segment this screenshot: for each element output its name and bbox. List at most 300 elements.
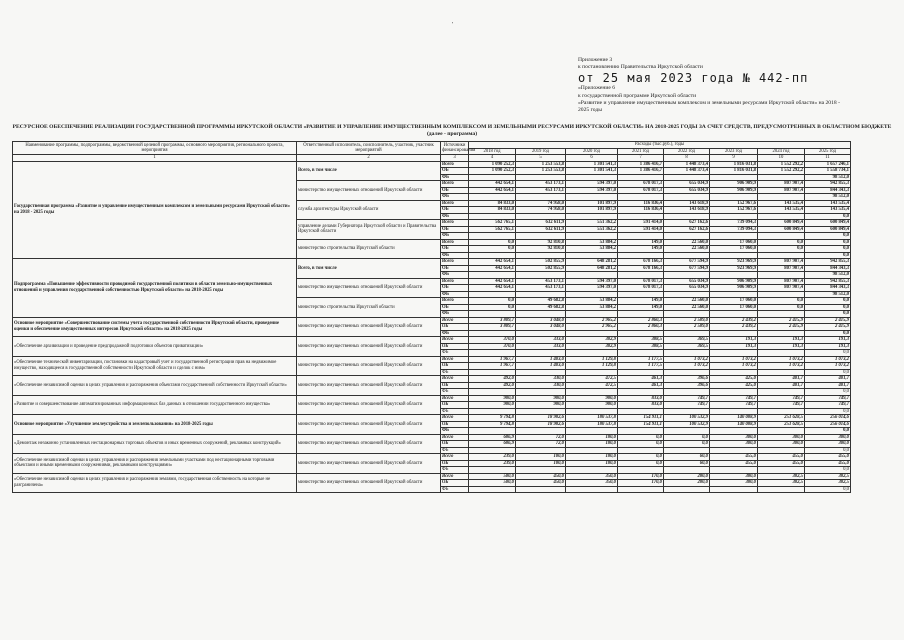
amount-cell: 1 090 252,3 xyxy=(469,161,516,168)
amount-cell: 300,0 xyxy=(805,434,851,441)
amount-cell: 942 855,3 xyxy=(805,278,851,285)
amount-cell: 942 855,3 xyxy=(805,259,851,266)
source-cell: Всего xyxy=(441,278,469,285)
amount-cell: 0,0 xyxy=(805,447,851,454)
source-cell: ОБ xyxy=(441,441,469,448)
amount-cell: 739 094,3 xyxy=(710,220,758,227)
amount-cell: 0,0 xyxy=(805,239,851,246)
column-number: 5 xyxy=(516,155,566,162)
amount-cell: 143 535,4 xyxy=(758,200,805,207)
source-cell: ОБ xyxy=(441,226,469,233)
amount-cell: 380,0 xyxy=(710,480,758,487)
amount-cell: 143 535,4 xyxy=(758,207,805,214)
executor-cell: Всего, в том числе xyxy=(297,259,441,279)
source-cell: ФБ xyxy=(441,330,469,337)
amount-cell: 239,0 xyxy=(469,460,516,467)
amount-cell: 0,0 xyxy=(805,252,851,259)
amount-cell: 833,0 xyxy=(618,395,664,402)
executor-cell: министерство имущественных отношений Иркутской области xyxy=(297,473,441,493)
program-name-cell: Подпрограмма «Повышение эффективности проводимой государственной политики в области земельно-имущественных отношений и управления государственной собственностью Иркутской области» на 2018-2025 годы xyxy=(13,259,297,318)
amount-cell: 648 281,2 xyxy=(566,259,618,266)
amount-cell: 382,5 xyxy=(805,473,851,480)
amount-cell: 1 090 252,3 xyxy=(469,168,516,175)
amount-cell: 0,0 xyxy=(805,330,851,337)
amount-cell: 152 967,6 xyxy=(710,200,758,207)
amount-cell xyxy=(758,486,805,493)
amount-cell: 1 073,2 xyxy=(805,363,851,370)
amount-cell: 382,5 xyxy=(758,473,805,480)
amount-cell: 0,0 xyxy=(805,213,851,220)
executor-cell: министерство имущественных отношений Иркутской области xyxy=(297,181,441,201)
amount-cell: 980,0 xyxy=(469,402,516,409)
amount-cell: 0,0 xyxy=(805,246,851,253)
source-cell: Всего xyxy=(441,415,469,422)
amount-cell: 678 017,3 xyxy=(618,278,664,285)
amount-cell: 0,0 xyxy=(618,441,664,448)
amount-cell: 833,0 xyxy=(618,402,664,409)
executor-cell: управление делами Губернатора Иркутской области и Правительства Иркутской области xyxy=(297,220,441,240)
amount-cell: 980,0 xyxy=(566,402,618,409)
amount-cell: 17 060,0 xyxy=(710,246,758,253)
amount-cell: 980,0 xyxy=(566,395,618,402)
amount-cell: 74 958,0 xyxy=(516,207,566,214)
amount-cell: 980,0 xyxy=(469,395,516,402)
amount-cell: 3 809,7 xyxy=(469,317,516,324)
amount-cell: 333,0 xyxy=(516,343,566,350)
source-cell: ОБ xyxy=(441,207,469,214)
amount-cell: 632 611,9 xyxy=(516,220,566,227)
amount-cell: 0,0 xyxy=(469,304,516,311)
amount-cell: 191,3 xyxy=(805,337,851,344)
amount-cell: 1 301 541,3 xyxy=(566,168,618,175)
amount-cell: 143 535,4 xyxy=(805,207,851,214)
source-cell: ОБ xyxy=(441,402,469,409)
amount-cell: 461,3 xyxy=(618,382,664,389)
amount-cell: 627 162,6 xyxy=(664,220,710,227)
amount-cell: 749,7 xyxy=(664,402,710,409)
amount-cell: 101 897,9 xyxy=(566,207,618,214)
program-name-cell: «Демонтаж незаконно установленных нестационарных торговых объектов и иных временных сооружений, рекламных конструкций» xyxy=(13,434,297,454)
amount-cell: 180 537,8 xyxy=(566,421,618,428)
source-cell: ФБ xyxy=(441,213,469,220)
amount-cell: 0,0 xyxy=(469,239,516,246)
program-name-cell: Основное мероприятие «Совершенствование системы учета государственной собственности Иркутской области, проведение оценки и обеспечение имущественных интересов Иркутской области» на 2018-2025 годы xyxy=(13,317,297,337)
amount-cell: 380,0 xyxy=(710,473,758,480)
amount-cell: 0,0 xyxy=(618,460,664,467)
source-cell: Всего xyxy=(441,259,469,266)
appendix-block xyxy=(578,57,878,114)
header-name: Наименование программы, подпрограммы, ведомственной целевой программы, основного мероприятия, регионального проекта, мероприятия xyxy=(13,142,297,155)
header-year: 2025 год xyxy=(805,148,851,155)
amount-cell: 149,0 xyxy=(618,304,664,311)
program-name-cell: «Обеспечение независимой оценки в целях управления и распоряжения землями, государственная собственность на которые не разграничена» xyxy=(13,473,297,493)
appendix-line: «Приложение 6 xyxy=(578,85,616,92)
source-cell: Всего xyxy=(441,161,469,168)
amount-cell: 401,7 xyxy=(758,382,805,389)
amount-cell: 0,0 xyxy=(805,350,851,357)
amount-cell: 472,5 xyxy=(566,376,618,383)
header-source: Источники финансирования xyxy=(442,142,476,153)
source-cell: ФБ xyxy=(441,447,469,454)
source-cell: ОБ xyxy=(441,363,469,370)
amount-cell: 500,0 xyxy=(469,480,516,487)
amount-cell: 627 162,6 xyxy=(664,226,710,233)
amount-cell: 300,0 xyxy=(758,441,805,448)
amount-cell: 98 512,0 xyxy=(805,174,851,181)
amount-cell: 22 560,0 xyxy=(664,298,710,305)
amount-cell: 280,0 xyxy=(664,473,710,480)
executor-cell: министерство имущественных отношений Иркутской области xyxy=(297,337,441,357)
amount-cell: 1 657 246,1 xyxy=(805,161,851,168)
amount-cell: 49 682,8 xyxy=(516,298,566,305)
amount-cell: 239,0 xyxy=(469,454,516,461)
amount-cell: 655 034,9 xyxy=(664,278,710,285)
amount-cell: 18 982,6 xyxy=(516,415,566,422)
amount-cell: 149,0 xyxy=(618,298,664,305)
amount-cell: 2 415,9 xyxy=(805,317,851,324)
source-cell: Всего xyxy=(441,220,469,227)
source-cell: ОБ xyxy=(441,480,469,487)
amount-cell: 191,3 xyxy=(758,343,805,350)
amount-cell: 72,0 xyxy=(516,441,566,448)
column-number: 7 xyxy=(618,155,664,162)
header-year: 2024 год xyxy=(758,148,805,155)
amount-cell xyxy=(710,486,758,493)
header-year: 2018 год xyxy=(469,148,516,155)
amount-cell: 678 017,3 xyxy=(618,181,664,188)
amount-cell: 140 088,9 xyxy=(710,415,758,422)
amount-cell: 749,7 xyxy=(805,395,851,402)
amount-cell: 0,0 xyxy=(618,454,664,461)
column-number: 8 xyxy=(664,155,710,162)
amount-cell: 461,3 xyxy=(618,376,664,383)
amount-cell: 807 907,4 xyxy=(758,259,805,266)
amount-cell: 396,6 xyxy=(664,382,710,389)
amount-cell: 648 281,2 xyxy=(566,265,618,272)
amount-cell: 370,0 xyxy=(469,343,516,350)
source-cell: Всего xyxy=(441,395,469,402)
amount-cell: 678 166,3 xyxy=(618,265,664,272)
column-number: 9 xyxy=(710,155,758,162)
source-cell: Всего xyxy=(441,356,469,363)
amount-cell: 980,0 xyxy=(516,402,566,409)
executor-cell: служба архитектуры Иркутской области xyxy=(297,200,441,220)
amount-cell: 632 611,9 xyxy=(516,226,566,233)
source-cell: ФБ xyxy=(441,311,469,318)
amount-cell: 739 094,3 xyxy=(710,226,758,233)
amount-cell: 906 909,9 xyxy=(710,181,758,188)
amount-cell: 98 512,0 xyxy=(805,291,851,298)
amount-cell: 170,0 xyxy=(618,473,664,480)
amount-cell: 1 073,2 xyxy=(710,356,758,363)
amount-cell: 1 073,2 xyxy=(805,356,851,363)
amount-cell: 1 558 734,1 xyxy=(805,168,851,175)
amount-cell: 677 594,9 xyxy=(664,265,710,272)
source-cell: Всего xyxy=(441,337,469,344)
amount-cell: 100 532,9 xyxy=(664,421,710,428)
executor-cell: министерство имущественных отношений Иркутской области xyxy=(297,278,441,298)
source-cell: Всего xyxy=(441,473,469,480)
amount-cell: 330,0 xyxy=(516,376,566,383)
source-cell: Всего xyxy=(441,181,469,188)
amount-cell: 100,0 xyxy=(516,460,566,467)
amount-cell xyxy=(516,486,566,493)
amount-cell: 1 253 553,8 xyxy=(516,168,566,175)
source-cell: Всего xyxy=(441,434,469,441)
source-cell: Всего xyxy=(441,454,469,461)
amount-cell: 101 897,9 xyxy=(566,200,618,207)
amount-cell: 1 386 416,7 xyxy=(618,161,664,168)
source-cell: ОБ xyxy=(441,187,469,194)
amount-cell: 300,0 xyxy=(710,441,758,448)
amount-cell: 191,3 xyxy=(805,343,851,350)
amount-cell: 655 034,9 xyxy=(664,181,710,188)
amount-cell: 923 969,9 xyxy=(710,259,758,266)
source-cell: ОБ xyxy=(441,382,469,389)
executor-cell: министерство имущественных отношений Иркутской области xyxy=(297,434,441,454)
amount-cell: 9 794,8 xyxy=(469,415,516,422)
appendix-line: «Развитие и управление имущественным комплексом и земельными ресурсами Иркутской области» на 2018 - xyxy=(578,99,840,106)
amount-cell: 600 849,4 xyxy=(758,226,805,233)
amount-cell: 749,7 xyxy=(664,395,710,402)
amount-cell: 100 532,9 xyxy=(664,415,710,422)
amount-cell: 60,0 xyxy=(664,460,710,467)
amount-cell: 492,0 xyxy=(469,382,516,389)
amount-cell: 149,0 xyxy=(618,239,664,246)
source-cell: ОБ xyxy=(441,246,469,253)
amount-cell: 9 794,8 xyxy=(469,421,516,428)
amount-cell: 749,7 xyxy=(710,402,758,409)
amount-cell: 455,0 xyxy=(758,460,805,467)
amount-cell: 98 512,0 xyxy=(805,272,851,279)
source-cell: ОБ xyxy=(441,304,469,311)
amount-cell: 678 017,3 xyxy=(618,285,664,292)
source-cell: ФБ xyxy=(441,174,469,181)
appendix-line: к постановлению Правительства Иркутской области xyxy=(578,64,703,71)
amount-cell: 0,0 xyxy=(805,389,851,396)
amount-cell: 2 415,9 xyxy=(758,324,805,331)
source-cell: ФБ xyxy=(441,369,469,376)
document-title: РЕСУРСНОЕ ОБЕСПЕЧЕНИЕ РЕАЛИЗАЦИИ ГОСУДАРСТВЕННОЙ ПРОГРАММЫ ИРКУТСКОЙ ОБЛАСТИ «РАЗВИТИЕ И УПРАВЛЕНИЕ ИМУЩЕСТВЕННЫМ КОМПЛЕКСОМ И ЗЕМЕЛЬНЫМИ РЕСУРСАМИ ИРКУТСКОЙ ОБЛАСТИ» НА 2018-2025 ГОДЫ ЗА СЧЕТ СРЕДСТВ, ПРЕДУСМОТРЕННЫХ В ОБЛАСТНОМ БЮДЖЕТЕ (далее - программа) xyxy=(12,124,892,137)
amount-cell: 116 836,4 xyxy=(618,207,664,214)
amount-cell xyxy=(469,486,516,493)
amount-cell: 84 833,0 xyxy=(469,200,516,207)
amount-cell: 591 414,0 xyxy=(618,220,664,227)
amount-cell: 562 765,1 xyxy=(469,226,516,233)
amount-cell: 1 073,2 xyxy=(664,356,710,363)
source-cell: ФБ xyxy=(441,486,469,493)
amount-cell: 425,0 xyxy=(710,376,758,383)
amount-cell: 442 654,1 xyxy=(469,265,516,272)
amount-cell: 562 765,1 xyxy=(469,220,516,227)
amount-cell: 191,3 xyxy=(710,343,758,350)
program-name-cell: «Обеспечение независимой оценки в целях управления и распоряжения земельными участками под нестационарными торговыми объектами и иными временными сооружениями, рекламными конструкциями» xyxy=(13,454,297,474)
amount-cell: 1 967,7 xyxy=(469,356,516,363)
amount-cell: 686,9 xyxy=(469,434,516,441)
amount-cell: 369,5 xyxy=(664,337,710,344)
executor-cell: министерство имущественных отношений Иркутской области xyxy=(297,317,441,337)
amount-cell: 3 809,7 xyxy=(469,324,516,331)
source-cell: ФБ xyxy=(441,233,469,240)
amount-cell: 980,0 xyxy=(516,395,566,402)
source-cell: Всего xyxy=(441,200,469,207)
amount-cell: 300,0 xyxy=(805,441,851,448)
source-cell: ОБ xyxy=(441,343,469,350)
program-name-cell: «Обеспечение технической инвентаризации, постановки на кадастровый учет и государственной регистрации прав на недвижимое имущество, находящееся в государственной собственности Иркутской области и сделок с ним» xyxy=(13,356,297,376)
amount-cell: 844 343,3 xyxy=(805,187,851,194)
amount-cell: 1 253 553,8 xyxy=(516,161,566,168)
amount-cell: 60,0 xyxy=(664,454,710,461)
source-cell: ОБ xyxy=(441,265,469,272)
amount-cell: 18 982,6 xyxy=(516,421,566,428)
amount-cell: 98 512,0 xyxy=(805,194,851,201)
amount-cell: 396,6 xyxy=(664,376,710,383)
amount-cell: 72,0 xyxy=(516,434,566,441)
column-number: 4 xyxy=(469,155,516,162)
source-cell: ФБ xyxy=(441,272,469,279)
source-cell: ОБ xyxy=(441,285,469,292)
amount-cell: 154 911,1 xyxy=(618,415,664,422)
amount-cell: 170,0 xyxy=(618,480,664,487)
executor-cell: министерство имущественных отношений Иркутской области xyxy=(297,376,441,396)
amount-cell: 180,0 xyxy=(566,434,618,441)
amount-cell: 17 060,0 xyxy=(710,304,758,311)
amount-cell: 256 014,6 xyxy=(805,421,851,428)
amount-cell: 49 682,8 xyxy=(516,304,566,311)
amount-cell: 0,0 xyxy=(805,311,851,318)
amount-cell: 1 129,8 xyxy=(566,363,618,370)
amount-cell: 74 958,0 xyxy=(516,200,566,207)
amount-cell: 53 884,2 xyxy=(566,239,618,246)
source-cell: ФБ xyxy=(441,350,469,357)
amount-cell: 472,5 xyxy=(566,382,618,389)
amount-cell: 1 816 031,8 xyxy=(710,161,758,168)
amount-cell: 0,0 xyxy=(469,298,516,305)
source-cell: ФБ xyxy=(441,291,469,298)
source-cell: ФБ xyxy=(441,252,469,259)
amount-cell: 53 884,2 xyxy=(566,246,618,253)
amount-cell: 455,0 xyxy=(710,460,758,467)
column-number: 2 xyxy=(297,155,441,162)
amount-cell: 844 343,3 xyxy=(805,265,851,272)
amount-cell: 1 177,5 xyxy=(618,363,664,370)
amount-cell: 442 654,1 xyxy=(469,181,516,188)
amount-cell: 401,7 xyxy=(758,376,805,383)
amount-cell: 2 965,2 xyxy=(566,317,618,324)
amount-cell: 143 535,4 xyxy=(805,200,851,207)
executor-cell: Всего, в том числе xyxy=(297,161,441,181)
amount-cell: 2 860,3 xyxy=(618,324,664,331)
amount-cell: 2 860,3 xyxy=(618,317,664,324)
header-year: 2022 год xyxy=(664,148,710,155)
column-number: 3 xyxy=(441,155,469,162)
amount-cell: 455,0 xyxy=(805,454,851,461)
amount-cell: 1 073,2 xyxy=(758,363,805,370)
source-cell: ФБ xyxy=(441,389,469,396)
amount-cell: 401,7 xyxy=(805,382,851,389)
amount-cell: 92 810,8 xyxy=(516,239,566,246)
appendix-line: к государственной программе Иркутской области xyxy=(578,92,697,99)
amount-cell: 749,7 xyxy=(805,402,851,409)
amount-cell: 22 560,0 xyxy=(664,239,710,246)
amount-cell: 442 654,1 xyxy=(469,278,516,285)
amount-cell: 594 397,0 xyxy=(566,278,618,285)
amount-cell: 2 589,0 xyxy=(664,324,710,331)
amount-cell: 143 618,9 xyxy=(664,200,710,207)
amount-cell: 591 414,0 xyxy=(618,226,664,233)
amount-cell xyxy=(618,486,664,493)
amount-cell: 1 552 292,2 xyxy=(758,161,805,168)
amount-cell: 370,0 xyxy=(469,337,516,344)
source-cell: Всего xyxy=(441,298,469,305)
program-name-cell: Основное мероприятие «Улучшение землеустройства и землепользования» на 2018-2025 годы xyxy=(13,415,297,435)
amount-cell: 17 060,0 xyxy=(710,298,758,305)
amount-cell: 22 560,0 xyxy=(664,246,710,253)
amount-cell: 2 965,2 xyxy=(566,324,618,331)
amount-cell: 2 589,0 xyxy=(664,317,710,324)
amount-cell: 1 073,2 xyxy=(758,356,805,363)
amount-cell: 0,0 xyxy=(664,434,710,441)
amount-cell: 502 855,9 xyxy=(516,259,566,266)
amount-cell: 600 849,4 xyxy=(758,220,805,227)
amount-cell: 350,0 xyxy=(566,480,618,487)
source-cell: Всего xyxy=(441,317,469,324)
amount-cell: 1 403,0 xyxy=(516,363,566,370)
amount-cell: 388,5 xyxy=(618,343,664,350)
amount-cell: 0,0 xyxy=(805,369,851,376)
amount-cell: 382,9 xyxy=(566,343,618,350)
amount-cell: 906 909,9 xyxy=(710,278,758,285)
amount-cell: 388,5 xyxy=(618,337,664,344)
amount-cell: 0,0 xyxy=(469,246,516,253)
amount-cell: 382,9 xyxy=(566,337,618,344)
amount-cell: 0,0 xyxy=(664,441,710,448)
amount-cell: 1 967,7 xyxy=(469,363,516,370)
executor-cell: министерство строительства Иркутской области xyxy=(297,298,441,318)
source-cell: ФБ xyxy=(441,408,469,415)
amount-cell: 906 909,9 xyxy=(710,187,758,194)
amount-cell: 0,0 xyxy=(618,434,664,441)
amount-cell: 502 855,9 xyxy=(516,265,566,272)
column-number: 11 xyxy=(805,155,851,162)
amount-cell: 92 810,8 xyxy=(516,246,566,253)
amount-cell: 1 073,2 xyxy=(664,363,710,370)
amount-cell: 453 173,1 xyxy=(516,285,566,292)
amount-cell: 600 849,4 xyxy=(805,226,851,233)
amount-cell: 100,0 xyxy=(516,454,566,461)
header-costs: Расходы (тыс.руб.), годы xyxy=(469,142,851,149)
amount-cell: 53 884,2 xyxy=(566,298,618,305)
amount-cell: 0,0 xyxy=(805,428,851,435)
amount-cell: 807 907,4 xyxy=(758,181,805,188)
amount-cell: 455,0 xyxy=(805,460,851,467)
amount-cell: 154 911,1 xyxy=(618,421,664,428)
amount-cell: 594 397,0 xyxy=(566,181,618,188)
source-cell: ФБ xyxy=(441,467,469,474)
amount-cell: 442 654,1 xyxy=(469,285,516,292)
executor-cell: министерство имущественных отношений Иркутской области xyxy=(297,454,441,474)
amount-cell: 450,0 xyxy=(516,480,566,487)
amount-cell: 300,0 xyxy=(758,434,805,441)
amount-cell: 455,0 xyxy=(758,454,805,461)
amount-cell: 180 537,8 xyxy=(566,415,618,422)
amount-cell: 807 907,4 xyxy=(758,265,805,272)
column-number: 6 xyxy=(566,155,618,162)
amount-cell: 350,0 xyxy=(566,473,618,480)
amount-cell: 0,0 xyxy=(758,298,805,305)
header-executor: Ответственный исполнитель, соисполнитель, участник, участник мероприятий xyxy=(297,142,441,155)
amount-cell: 844 343,3 xyxy=(805,285,851,292)
